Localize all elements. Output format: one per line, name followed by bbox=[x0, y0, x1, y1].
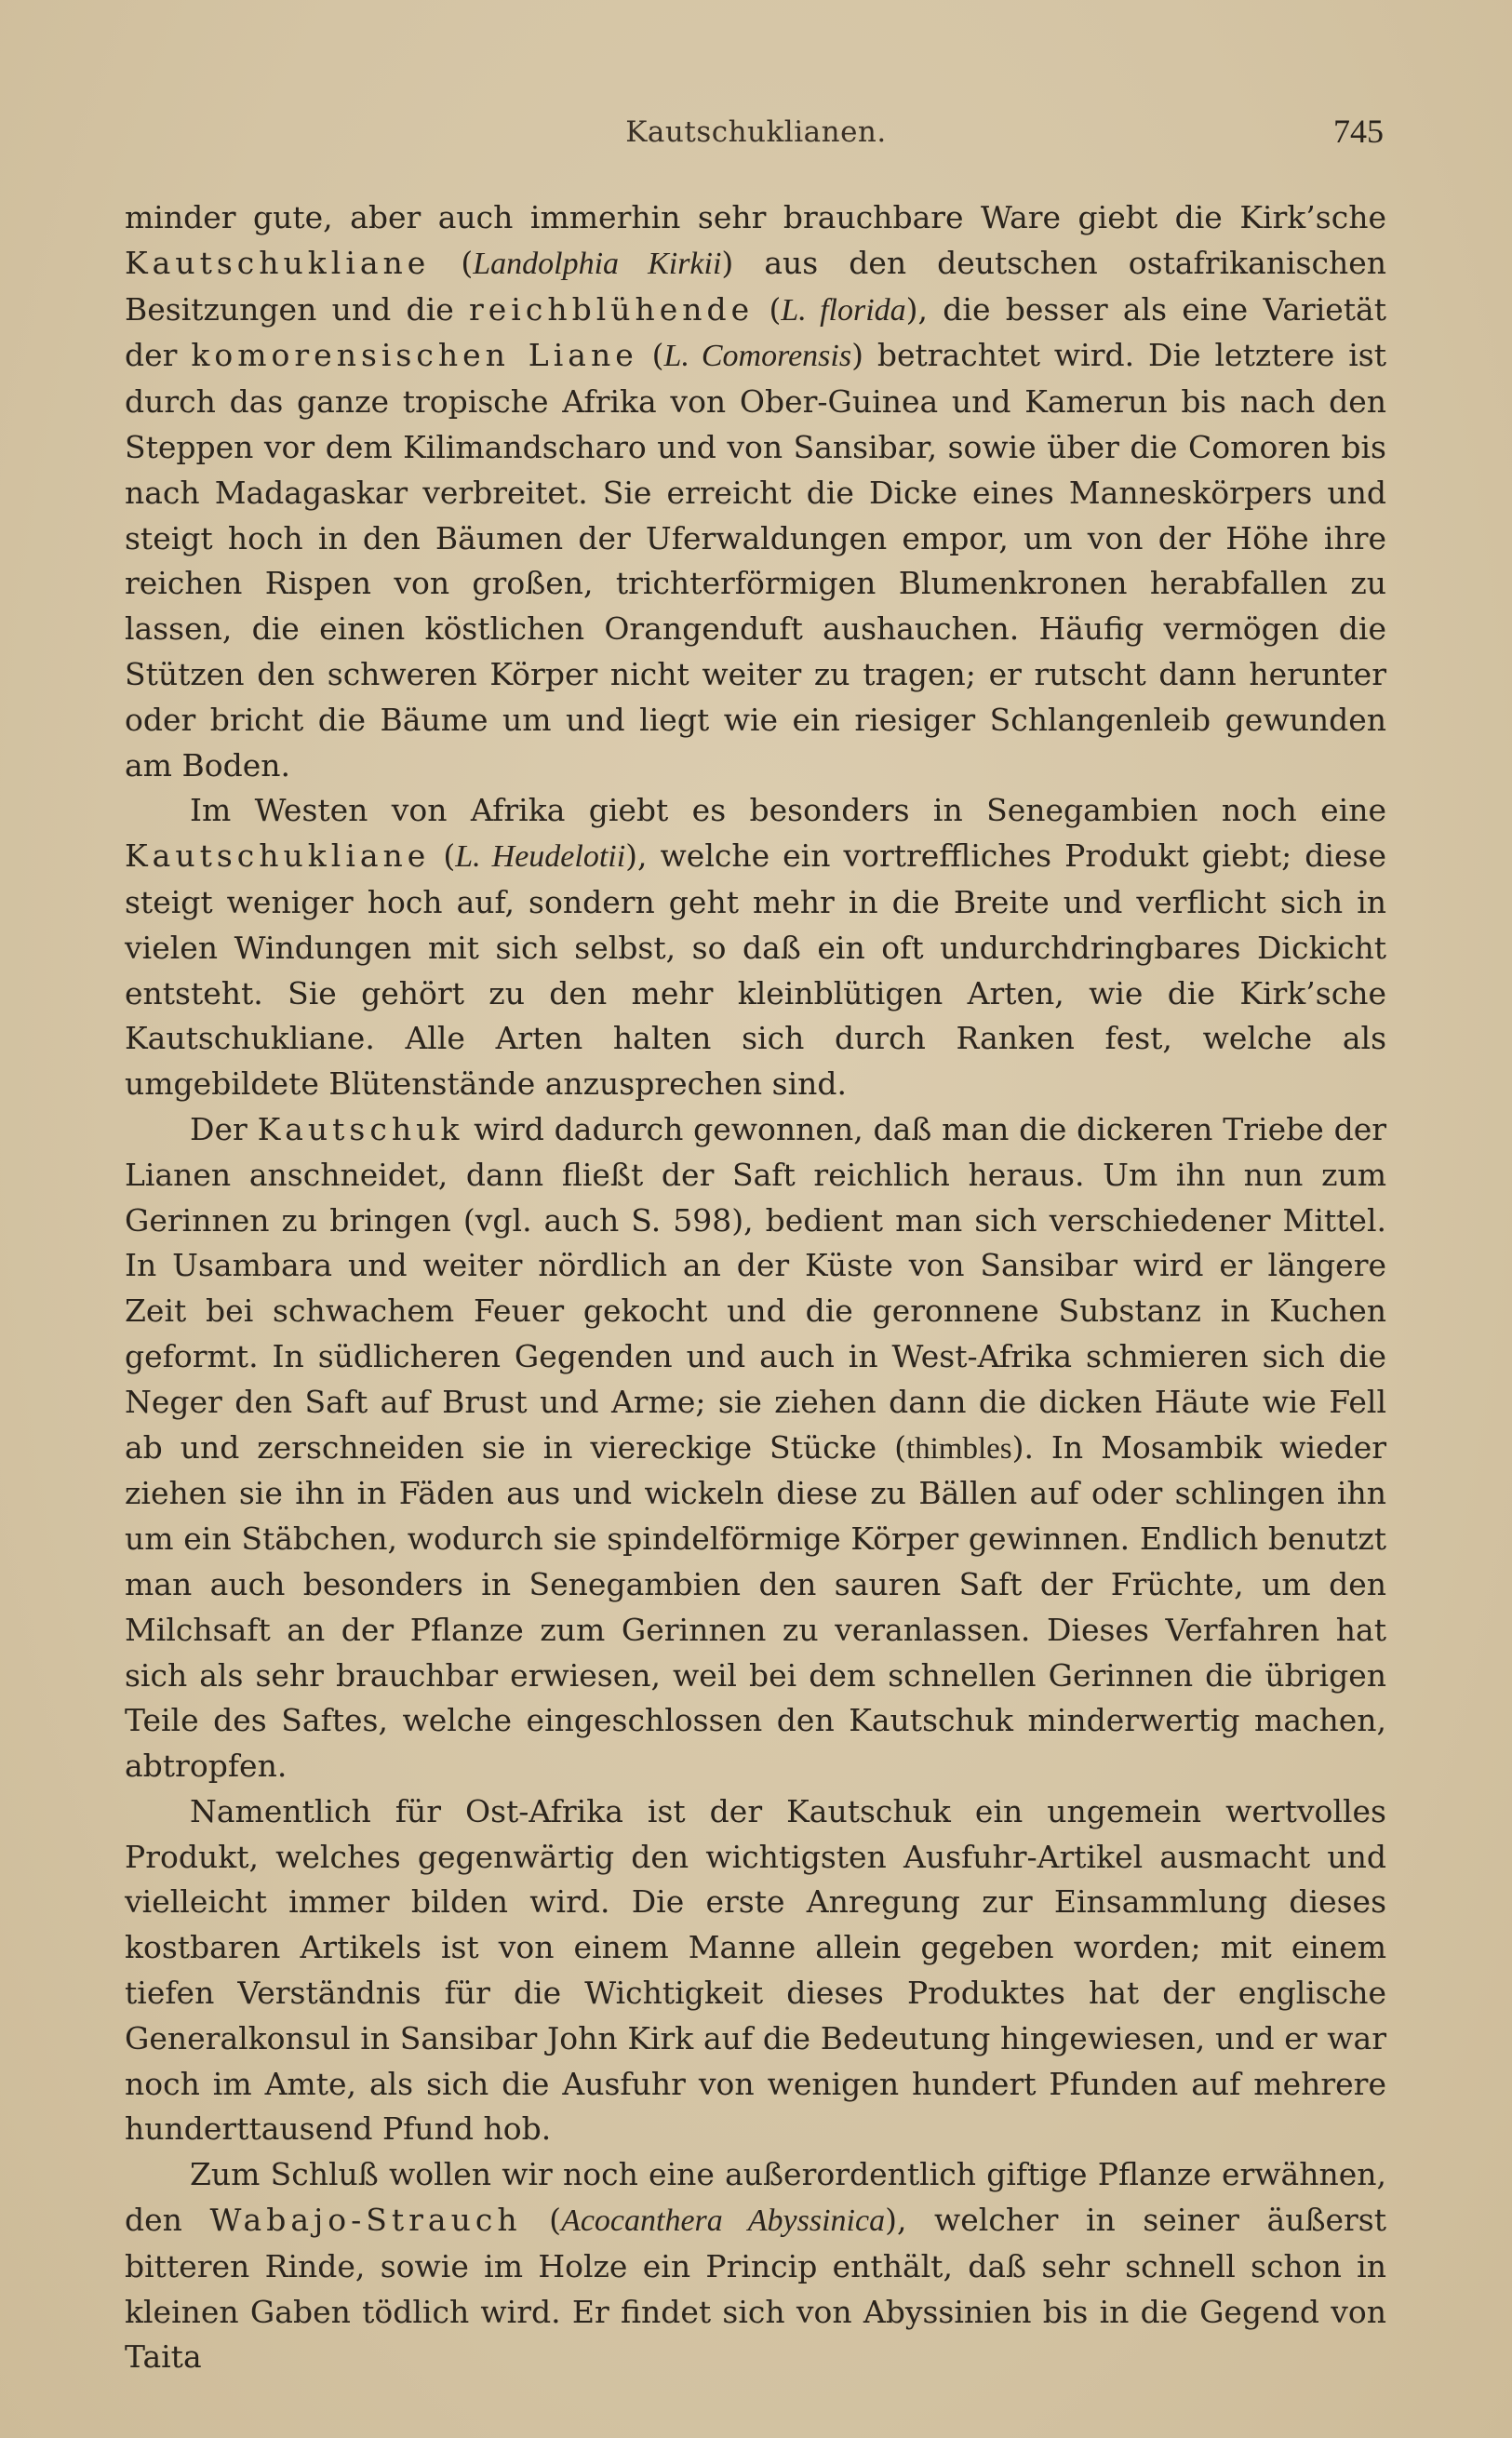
text-run: wird dadurch gewonnen, daß man die dickeren Triebe der Lianen anschneidet, dann fließt der Saft reichlich heraus. Um ihn nun zum Gerinnen zu bringen (vgl. auch S. 598), bedient man sich verschiedener Mittel. In Usambara und weiter nördlich an der Küste von Sansibar wird er längere Zeit bei schwachem Feuer gekocht und die geronnene Substanz in Kuchen geformt. In südlicheren Gegenden und auch in West-Afrika schmieren sich die Neger den Saft auf Brust und Arme; sie ziehen dann die dicken Häute wie Fell ab und zerschneiden sie in viereckige Stücke ( bbox=[125, 1110, 1386, 1466]
running-head bbox=[0, 112, 1512, 160]
text-run: ), welche ein vortreffliches Produkt giebt; diese steigt weniger hoch auf, sondern geht mehr in die Breite und verflicht sich in vielen Windungen mit sich selbst, so daß ein oft undurchdringbares Dickicht entsteht. Sie gehört zu den mehr kleinblütigen Arten, wie die Kirk’sche Kautschukliane. Alle Arten halten sich durch Ranken fest, welche als umgebildete Blütenstände anzusprechen sind. bbox=[125, 837, 1386, 1103]
text-run: ( bbox=[521, 2202, 562, 2239]
text-run: ) betrachtet wird. Die letztere ist durch das ganze tropische Afrika von Ober-Guinea und Kamerun bis nach den Steppen vor dem Kilimandscharo und von Sansibar, sowie über die Comoren bis nach Madagaskar verbreitet. Sie erreicht die Dicke eines Manneskörpers und steigt hoch in den Bäumen der Uferwaldungen empor, um von der Höhe ihre reichen Rispen von großen, trichterförmigen Blumenkronen herabfallen zu lassen, die einen köstlichen Orangenduft aushauchen. Häufig vermögen die Stützen den schweren Körper nicht weiter zu tragen; er rutscht dann herunter oder bricht die Bäume um und liegt wie ein riesiger Schlangenleib gewunden am Boden. bbox=[125, 337, 1386, 784]
text-run: Der bbox=[190, 1110, 258, 1147]
text-run: ( bbox=[430, 244, 474, 281]
paragraph-heudelotii bbox=[125, 788, 1386, 1107]
body-text bbox=[125, 195, 1386, 2380]
spaced-emphasis: reichblühende bbox=[469, 290, 755, 328]
antiqua-term: thimbles bbox=[905, 1431, 1012, 1466]
latin-species-name: Landolphia Kirkii bbox=[473, 246, 722, 281]
page-number: 745 bbox=[1333, 113, 1384, 150]
paragraph-east-africa-export bbox=[125, 1789, 1386, 2152]
running-title: Kautschuklianen. bbox=[625, 115, 887, 149]
text-run: ) aus den deutschen ostafrikanischen Besitzungen und die bbox=[125, 244, 1386, 328]
text-run: Zum Schluß wollen wir noch eine außerordentlich giftige Pflanze erwähnen, den bbox=[125, 2156, 1386, 2239]
text-run: ( bbox=[637, 337, 664, 374]
latin-species-name: Acocanthera Abyssinica bbox=[561, 2204, 886, 2239]
spaced-emphasis: Kautschukliane bbox=[125, 837, 431, 875]
text-run: ). In Mosambik wieder ziehen sie ihn in Fäden aus und wickeln diese zu Bällen auf oder schlingen ihn um ein Stäbchen, wodurch sie spindelförmige Körper gewinnen. Endlich benutzt man auch besonders in Senegambien den sauren Saft der Früchte, um den Milchsaft an der Pflanze zum Gerinnen zu veranlassen. Dieses Verfahren hat sich als sehr brauchbar erwiesen, weil bei dem schnellen Gerinnen die übrigen Teile des Saftes, welche eingeschlossen den Kautschuk minderwertig machen, abtropfen. bbox=[125, 1428, 1386, 1785]
spaced-emphasis: komorensischen Liane bbox=[191, 337, 638, 374]
text-run: ), die besser als eine Varietät der bbox=[125, 290, 1386, 374]
text-run: minder gute, aber auch immerhin sehr brauchbare Ware giebt die Kirk’sche bbox=[125, 199, 1386, 235]
text-run: Namentlich für Ost-Afrika ist der Kautschuk ein ungemein wertvolles Produkt, welches gegenwärtig den wichtigsten Ausfuhr-Artikel ausmacht und vielleicht immer bilden wird. Die erste Anregung zur Einsammlung dieses kostbaren Artikels ist von einem Manne allein gegeben worden; mit einem tiefen Verständnis für die Wichtigkeit dieses Produktes hat der englische Generalkonsul in Sansibar John Kirk auf die Bedeutung hingewiesen, und er war noch im Amte, als sich die Ausfuhr von wenigen hundert Pfunden auf mehrere hunderttausend Pfund hob. bbox=[125, 1792, 1386, 2148]
latin-species-name: L. florida bbox=[781, 292, 906, 328]
text-run: Im Westen von Afrika giebt es besonders in Senegambien noch eine bbox=[190, 792, 1386, 829]
text-run: ), welcher in seiner äußerst bitteren Rinde, sowie im Holze ein Princip enthält, daß sehr schnell schon in kleinen Gaben tödlich wird. Er findet sich von Abyssinien bis in die Gegend von Taita bbox=[125, 2202, 1386, 2376]
spaced-emphasis: Kautschukliane bbox=[125, 244, 431, 281]
paragraph-rubber-extraction bbox=[125, 1107, 1386, 1789]
text-run: ( bbox=[754, 290, 782, 328]
spaced-emphasis: Wabajo-Strauch bbox=[209, 2202, 522, 2239]
latin-species-name: L. Heudelotii bbox=[455, 839, 626, 875]
text-run: ( bbox=[430, 837, 456, 875]
spaced-emphasis: Kautschuk bbox=[257, 1110, 464, 1147]
latin-species-name: L. Comorensis bbox=[663, 339, 852, 374]
paragraph-wabajo-shrub bbox=[125, 2152, 1386, 2380]
paragraph-landolphia-species bbox=[125, 195, 1386, 788]
